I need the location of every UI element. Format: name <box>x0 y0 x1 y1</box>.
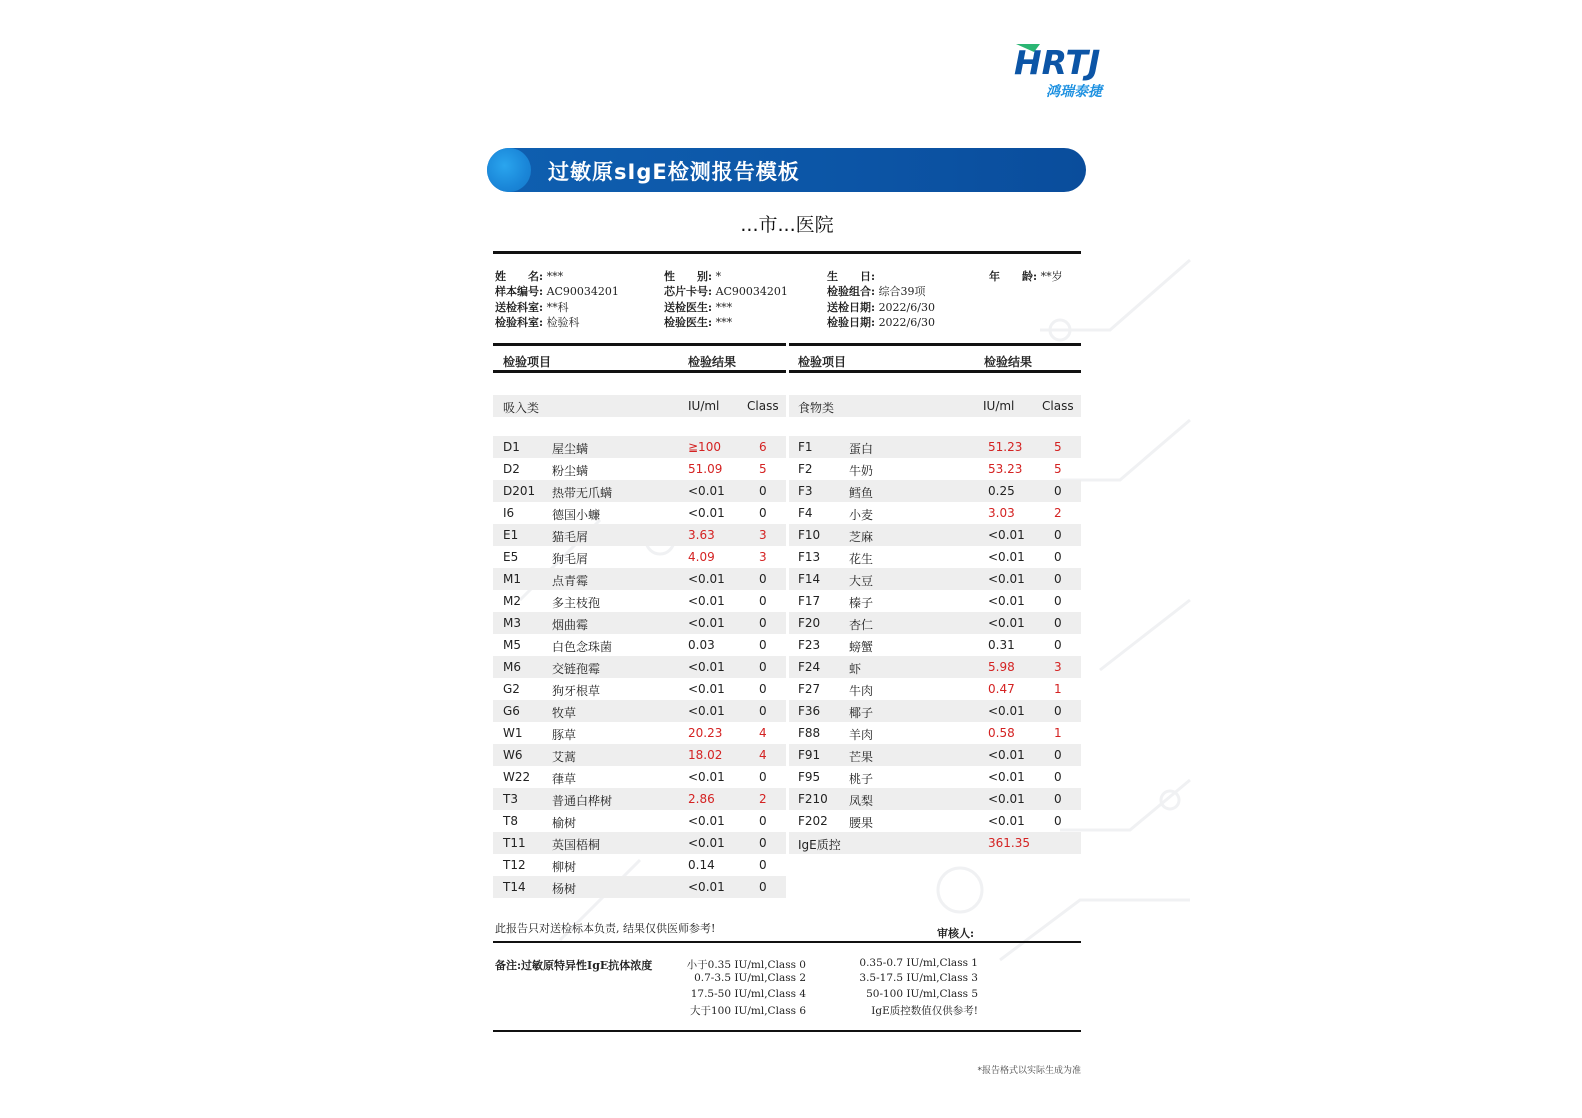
info-age: 年 龄: **岁 <box>989 270 1063 283</box>
table-row-bg <box>789 612 1081 634</box>
allergen-name: 芒果 <box>849 750 874 764</box>
allergen-code: F1 <box>798 440 813 454</box>
allergen-name: 热带无爪螨 <box>552 486 613 500</box>
header-result-right: 检验结果 <box>984 355 1033 369</box>
unit-label-left: IU/ml <box>688 399 720 413</box>
allergen-name: 榛子 <box>849 596 874 610</box>
info-sex: 性 别: * <box>664 270 722 283</box>
result-value: 3.03 <box>988 506 1015 520</box>
allergen-name: 交链孢霉 <box>552 662 601 676</box>
result-class: 0 <box>759 682 767 696</box>
info-lab-doctor: 检验医生: *** <box>664 316 733 329</box>
result-value: <0.01 <box>988 594 1025 608</box>
result-class: 0 <box>759 814 767 828</box>
logo-subtext: 鸿瑞泰捷 <box>1046 84 1102 100</box>
result-class: 4 <box>759 726 767 740</box>
table-row-bg <box>493 568 786 590</box>
note-left-0: 小于0.35 IU/ml,Class 0 <box>686 959 806 971</box>
result-class: 0 <box>759 704 767 718</box>
allergen-name: 小麦 <box>849 508 874 522</box>
result-value: <0.01 <box>988 704 1025 718</box>
allergen-code: F14 <box>798 572 821 586</box>
info-sending-doctor: 送检医生: *** <box>664 301 733 314</box>
result-value: <0.01 <box>688 704 725 718</box>
allergen-code: F17 <box>798 594 821 608</box>
table-row-bg <box>789 524 1081 546</box>
allergen-code: T11 <box>503 836 526 850</box>
table-row-bg <box>789 788 1081 810</box>
allergen-name: 牛肉 <box>849 684 874 698</box>
allergen-code: F36 <box>798 704 821 718</box>
allergen-code: D1 <box>503 440 520 454</box>
allergen-name: 豚草 <box>552 728 577 742</box>
result-class: 0 <box>1054 616 1062 630</box>
table-row-bg <box>493 700 786 722</box>
result-value: 4.09 <box>688 550 715 564</box>
divider-top <box>493 251 1081 254</box>
hospital-name: ...市...医院 <box>740 214 834 236</box>
result-value: <0.01 <box>988 550 1025 564</box>
result-class: 0 <box>1054 748 1062 762</box>
result-value: <0.01 <box>688 836 725 850</box>
allergen-name: 螃蟹 <box>849 640 874 654</box>
allergen-name: 桃子 <box>849 772 874 786</box>
allergen-code: F23 <box>798 638 821 652</box>
result-class: 5 <box>759 462 767 476</box>
allergen-code: F20 <box>798 616 821 630</box>
table-row-bg <box>493 744 786 766</box>
allergen-code: F3 <box>798 484 813 498</box>
info-lab-date: 检验日期: 2022/6/30 <box>827 316 935 329</box>
allergen-code: M2 <box>503 594 521 608</box>
result-class: 6 <box>759 440 767 454</box>
result-class: 0 <box>759 880 767 894</box>
table-row-bg <box>493 656 786 678</box>
info-sample-id: 样本编号: AC90034201 <box>495 285 619 298</box>
allergen-code: M6 <box>503 660 521 674</box>
category-inhalant: 吸入类 <box>503 401 540 415</box>
title-banner-circle <box>487 148 531 192</box>
result-class: 1 <box>1054 682 1062 696</box>
allergen-name: 榆树 <box>552 816 577 830</box>
allergen-name: 腰果 <box>849 816 874 830</box>
allergen-code: F95 <box>798 770 821 784</box>
result-class: 0 <box>1054 594 1062 608</box>
result-class: 3 <box>759 528 767 542</box>
table-row-bg <box>789 656 1081 678</box>
allergen-name: 白色念珠菌 <box>552 640 613 654</box>
info-birthday: 生 日: <box>827 270 876 283</box>
allergen-code: F2 <box>798 462 813 476</box>
note-right-0: 0.35-0.7 IU/ml,Class 1 <box>859 957 978 969</box>
note-right-2: 50-100 IU/ml,Class 5 <box>866 988 978 1000</box>
allergen-code: T8 <box>503 814 518 828</box>
allergen-code: G6 <box>503 704 520 718</box>
allergen-code: T3 <box>503 792 518 806</box>
result-value: <0.01 <box>688 682 725 696</box>
result-value: 18.02 <box>688 748 723 762</box>
table-row-bg <box>493 480 786 502</box>
result-value: <0.01 <box>988 528 1025 542</box>
unit-label-right: IU/ml <box>983 399 1015 413</box>
info-sending-dept: 送检科室: **科 <box>495 301 569 314</box>
table-row-bg <box>789 700 1081 722</box>
result-class: 0 <box>1054 528 1062 542</box>
result-value: <0.01 <box>688 880 725 894</box>
info-chip-id: 芯片卡号: AC90034201 <box>664 285 788 298</box>
result-value: <0.01 <box>688 616 725 630</box>
result-class: 2 <box>759 792 767 806</box>
result-value: <0.01 <box>688 814 725 828</box>
result-class: 5 <box>1054 462 1062 476</box>
allergen-code: F24 <box>798 660 821 674</box>
allergen-name: 柳树 <box>552 860 577 874</box>
result-class: 0 <box>759 638 767 652</box>
result-class: 0 <box>759 770 767 784</box>
result-value: <0.01 <box>688 572 725 586</box>
allergen-name: 花生 <box>849 552 874 566</box>
allergen-code: F91 <box>798 748 821 762</box>
allergen-name: 凤梨 <box>849 794 874 808</box>
class-label-left: Class <box>747 399 779 413</box>
table-row-bg <box>789 744 1081 766</box>
header-line-bottom-right <box>789 370 1081 373</box>
divider-notes-top <box>493 941 1081 943</box>
allergen-code: D2 <box>503 462 520 476</box>
result-value: <0.01 <box>688 594 725 608</box>
table-row-bg <box>789 436 1081 458</box>
result-class: 5 <box>1054 440 1062 454</box>
allergen-name: 大豆 <box>849 574 874 588</box>
allergen-code: W1 <box>503 726 523 740</box>
result-class: 0 <box>1054 792 1062 806</box>
note-right-1: 3.5-17.5 IU/ml,Class 3 <box>859 972 978 984</box>
class-label-right: Class <box>1042 399 1074 413</box>
allergen-name: 蛋白 <box>849 442 874 456</box>
result-value: 53.23 <box>988 462 1023 476</box>
result-value: 5.98 <box>988 660 1015 674</box>
result-class: 0 <box>759 836 767 850</box>
result-class: 2 <box>1054 506 1062 520</box>
allergen-name: 狗毛屑 <box>552 552 589 566</box>
result-value: <0.01 <box>688 660 725 674</box>
allergen-code: F202 <box>798 814 828 828</box>
result-class: 3 <box>1054 660 1062 674</box>
result-class: 0 <box>1054 638 1062 652</box>
disclaimer: 此报告只对送检标本负责, 结果仅供医师参考! <box>495 922 716 935</box>
result-value: <0.01 <box>988 814 1025 828</box>
allergen-name: 猫毛屑 <box>552 530 589 544</box>
result-class: 0 <box>1054 572 1062 586</box>
allergen-name: 芝麻 <box>849 530 874 544</box>
result-class: 0 <box>1054 484 1062 498</box>
result-value: ≧100 <box>688 440 721 454</box>
allergen-name: 德国小蠊 <box>552 508 601 522</box>
allergen-name: 艾蒿 <box>552 750 577 764</box>
result-value: 0.31 <box>988 638 1015 652</box>
ige-control-value: 361.35 <box>988 836 1030 850</box>
allergen-code: M5 <box>503 638 521 652</box>
allergen-name: 羊肉 <box>849 728 874 742</box>
result-value: 0.14 <box>688 858 715 872</box>
info-lab-dept: 检验科室: 检验科 <box>495 316 580 329</box>
result-class: 0 <box>759 616 767 630</box>
allergen-code: T12 <box>503 858 526 872</box>
ige-control-label: IgE质控 <box>798 838 841 852</box>
result-class: 1 <box>1054 726 1062 740</box>
result-value: <0.01 <box>988 770 1025 784</box>
allergen-code: I6 <box>503 506 515 520</box>
result-class: 4 <box>759 748 767 762</box>
logo-text: HRTJ <box>1014 43 1101 82</box>
header-line-bottom-left <box>493 370 786 373</box>
result-class: 0 <box>759 594 767 608</box>
info-sending-date: 送检日期: 2022/6/30 <box>827 301 935 314</box>
allergen-name: 粉尘螨 <box>552 464 589 478</box>
note-left-3: 大于100 IU/ml,Class 6 <box>689 1005 806 1017</box>
header-item-left: 检验项目 <box>503 355 552 369</box>
result-class: 0 <box>1054 704 1062 718</box>
table-row-bg <box>493 832 786 854</box>
allergen-code: W6 <box>503 748 523 762</box>
category-food: 食物类 <box>798 401 835 415</box>
reviewer-label: 审核人: <box>937 927 975 940</box>
result-value: <0.01 <box>688 506 725 520</box>
result-value: 3.63 <box>688 528 715 542</box>
allergen-code: W22 <box>503 770 531 784</box>
result-value: 0.58 <box>988 726 1015 740</box>
allergen-code: E1 <box>503 528 519 542</box>
note-left-2: 17.5-50 IU/ml,Class 4 <box>690 988 806 1000</box>
allergen-code: G2 <box>503 682 520 696</box>
table-row-bg <box>493 788 786 810</box>
result-class: 0 <box>1054 770 1062 784</box>
result-class: 0 <box>759 506 767 520</box>
allergen-code: D201 <box>503 484 536 498</box>
result-value: 0.03 <box>688 638 715 652</box>
hrtj-logo <box>1010 38 1140 100</box>
result-class: 0 <box>759 572 767 586</box>
result-class: 0 <box>1054 814 1062 828</box>
report-title: 过敏原sIgE检测报告模板 <box>548 160 800 184</box>
format-footnote: *报告格式以实际生成为准 <box>977 1066 1081 1076</box>
result-class: 0 <box>759 858 767 872</box>
result-value: 20.23 <box>688 726 723 740</box>
allergen-name: 屋尘螨 <box>552 442 589 456</box>
allergen-name: 点青霉 <box>552 574 589 588</box>
allergen-code: F4 <box>798 506 813 520</box>
allergen-name: 英国梧桐 <box>552 838 601 852</box>
header-item-right: 检验项目 <box>798 355 847 369</box>
divider-notes-bottom <box>493 1030 1081 1032</box>
allergen-name: 鳕鱼 <box>849 486 874 500</box>
allergen-name: 烟曲霉 <box>552 618 589 632</box>
table-row-bg <box>789 568 1081 590</box>
allergen-code: E5 <box>503 550 519 564</box>
result-value: <0.01 <box>988 616 1025 630</box>
result-value: <0.01 <box>688 484 725 498</box>
table-row-bg <box>493 876 786 898</box>
info-name: 姓 名: *** <box>495 270 564 283</box>
allergen-code: F27 <box>798 682 821 696</box>
result-value: <0.01 <box>988 792 1025 806</box>
allergen-name: 虾 <box>849 662 862 676</box>
table-row-bg <box>789 480 1081 502</box>
allergen-code: F13 <box>798 550 821 564</box>
result-value: <0.01 <box>988 748 1025 762</box>
allergen-code: F210 <box>798 792 828 806</box>
allergen-name: 牛奶 <box>849 464 874 478</box>
allergen-code: F10 <box>798 528 821 542</box>
result-value: 0.47 <box>988 682 1015 696</box>
allergen-name: 多主枝孢 <box>552 596 601 610</box>
allergen-name: 椰子 <box>849 706 874 720</box>
result-class: 0 <box>759 660 767 674</box>
header-result-left: 检验结果 <box>688 355 737 369</box>
allergen-name: 牧草 <box>552 706 577 720</box>
note-left-1: 0.7-3.5 IU/ml,Class 2 <box>694 972 806 984</box>
table-row-bg <box>493 524 786 546</box>
result-value: 51.23 <box>988 440 1023 454</box>
result-value: 2.86 <box>688 792 715 806</box>
allergen-code: M1 <box>503 572 521 586</box>
result-value: <0.01 <box>688 770 725 784</box>
allergen-name: 普通白桦树 <box>552 794 613 808</box>
allergen-name: 杏仁 <box>849 618 874 632</box>
info-test-panel: 检验组合: 综合39项 <box>827 285 926 298</box>
allergen-name: 杨树 <box>552 882 577 896</box>
header-line-top-right <box>789 343 1081 346</box>
result-value: 0.25 <box>988 484 1015 498</box>
allergen-code: M3 <box>503 616 521 630</box>
result-value: 51.09 <box>688 462 723 476</box>
result-class: 0 <box>759 484 767 498</box>
header-line-top-left <box>493 343 786 346</box>
allergen-code: T14 <box>503 880 526 894</box>
table-row-bg <box>493 612 786 634</box>
table-row-bg <box>493 436 786 458</box>
allergen-name: 狗牙根草 <box>552 684 601 698</box>
allergen-name: 葎草 <box>552 772 577 786</box>
note-right-3: IgE质控数值仅供参考! <box>871 1005 978 1017</box>
result-class: 0 <box>1054 550 1062 564</box>
result-value: <0.01 <box>988 572 1025 586</box>
result-class: 3 <box>759 550 767 564</box>
allergen-code: F88 <box>798 726 821 740</box>
notes-title: 备注:过敏原特异性IgE抗体浓度 <box>495 959 653 972</box>
